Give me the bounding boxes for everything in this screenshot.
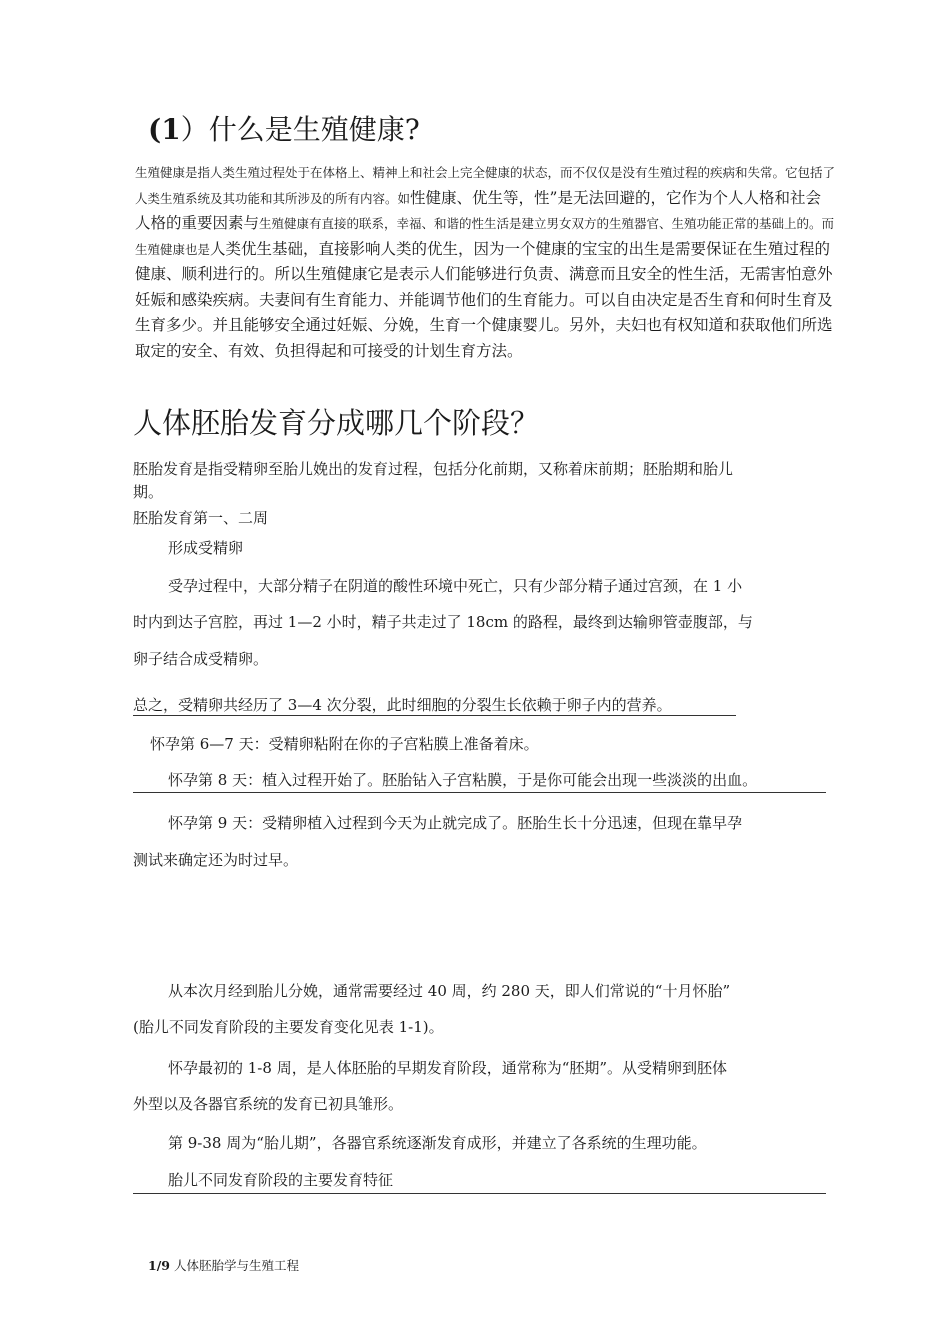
page-footer (148, 1256, 299, 1274)
day-9-line-1: 怀孕第 9 天：受精卵植入过程到今天为止就完成了。胚胎生长十分迅速，但现在靠早孕 (168, 814, 743, 832)
section-1-title: ）什么是生殖健康? (180, 113, 420, 146)
summary-line: 总之，受精卵共经历了 3—4 次分裂，此时细胞的分裂生长依赖于卵子内的营养。 (133, 696, 672, 714)
week-1-2-heading: 胚胎发育第一、二周 (133, 509, 269, 527)
conception-line-3: 卵子结合成受精卵。 (133, 650, 269, 668)
fetal-stage-line: 第 9-38 周为“胎儿期”，各器官系统逐渐发育成形，并建立了各系统的生理功能。 (168, 1134, 707, 1152)
table-top-rule (133, 1193, 826, 1194)
day-8-line: 怀孕第 8 天：植入过程开始了。胚胎钻入子宫粘膜，于是你可能会出现一些淡淡的出血。 (168, 771, 758, 789)
summary-underline (133, 715, 736, 716)
paragraph-run: 生殖健康是指人类生殖过程处于在体格上、精神上和社会上完全健康的状态，而不仅仅是没有生殖过程的疾病和失常。它包括了人类生殖系统及其功能和其所涉及的所有内容。如 (135, 165, 836, 206)
conception-line-1: 受孕过程中，大部分精子在阴道的酸性环境中死亡，只有少部分精子通过宫颈，在 1 小 (168, 577, 743, 595)
form-zygote-heading: 形成受精卵 (168, 539, 244, 557)
reproductive-health-paragraph (135, 160, 835, 364)
paragraph-run: 生殖健康有直接的联系，幸福、和谐的性生活是建立男女双方的生殖器官、生殖功能正常的基础上的。而生殖健康也是 (135, 216, 835, 257)
definition-line-1: 胚胎发育是指受精卵至胎儿娩出的发育过程，包括分化前期，又称着床前期；胚胎期和胎儿 (133, 460, 734, 478)
day-8-rule (133, 792, 826, 793)
page-number: 1/9 (148, 1258, 170, 1273)
section-2-heading: 人体胚胎发育分成哪几个阶段？ (133, 406, 540, 440)
paragraph-run: 性健康、优生等，性”是无法回避的，它作为个人人格和社会人格的重要因素与 (135, 188, 821, 232)
embryo-stage-line-1: 怀孕最初的 1-8 周，是人体胚胎的早期发育阶段，通常称为“胚期”。从受精卵到胚体 (168, 1059, 728, 1077)
day-6-7-line: 怀孕第 6—7 天：受精卵粘附在你的子宫粘膜上准备着床。 (150, 735, 539, 753)
pregnancy-cycle-line-2: (胎儿不同发育阶段的主要发育变化见表 1-1)。 (133, 1018, 444, 1036)
table-caption: 胎儿不同发育阶段的主要发育特征 (168, 1171, 394, 1189)
embryo-stage-line-2: 外型以及各器官系统的发育已初具雏形。 (133, 1095, 404, 1113)
conception-line-2: 时内到达子宫腔，再过 1—2 小时，精子共走过了 18cm 的路程，最终到达输卵管壶腹部，与 (133, 613, 753, 631)
pregnancy-cycle-line-1: 从本次月经到胎儿分娩，通常需要经过 40 周，约 280 天，即人们常说的“十月怀胎” (168, 982, 731, 1000)
day-9-line-2: 测试来确定还为时过早。 (133, 851, 299, 869)
section-1-heading (148, 112, 420, 148)
paragraph-run: 人类优生基础，直接影响人类的优生，因为一个健康的宝宝的出生是需要保证在生殖过程的健康、顺利进行的。所以生殖健康它是表示人们能够进行负责、满意而且安全的性生活，无需害怕意外妊娠和感染疾病。夫妻间有生育能力、并能调节他们的生育能力。可以自由决定是否生育和何时生育及生育多少。并且能够安全通过妊娠、分娩，生育一个健康婴儿。另外，夫妇也有权知道和获取他们所选取定的安全、有效、负担得起和可接受的计划生育方法。 (135, 239, 833, 360)
section-1-number: (1 (148, 113, 181, 146)
definition-line-2: 期。 (133, 483, 164, 501)
document-title: 人体胚胎学与生殖工程 (173, 1258, 299, 1273)
